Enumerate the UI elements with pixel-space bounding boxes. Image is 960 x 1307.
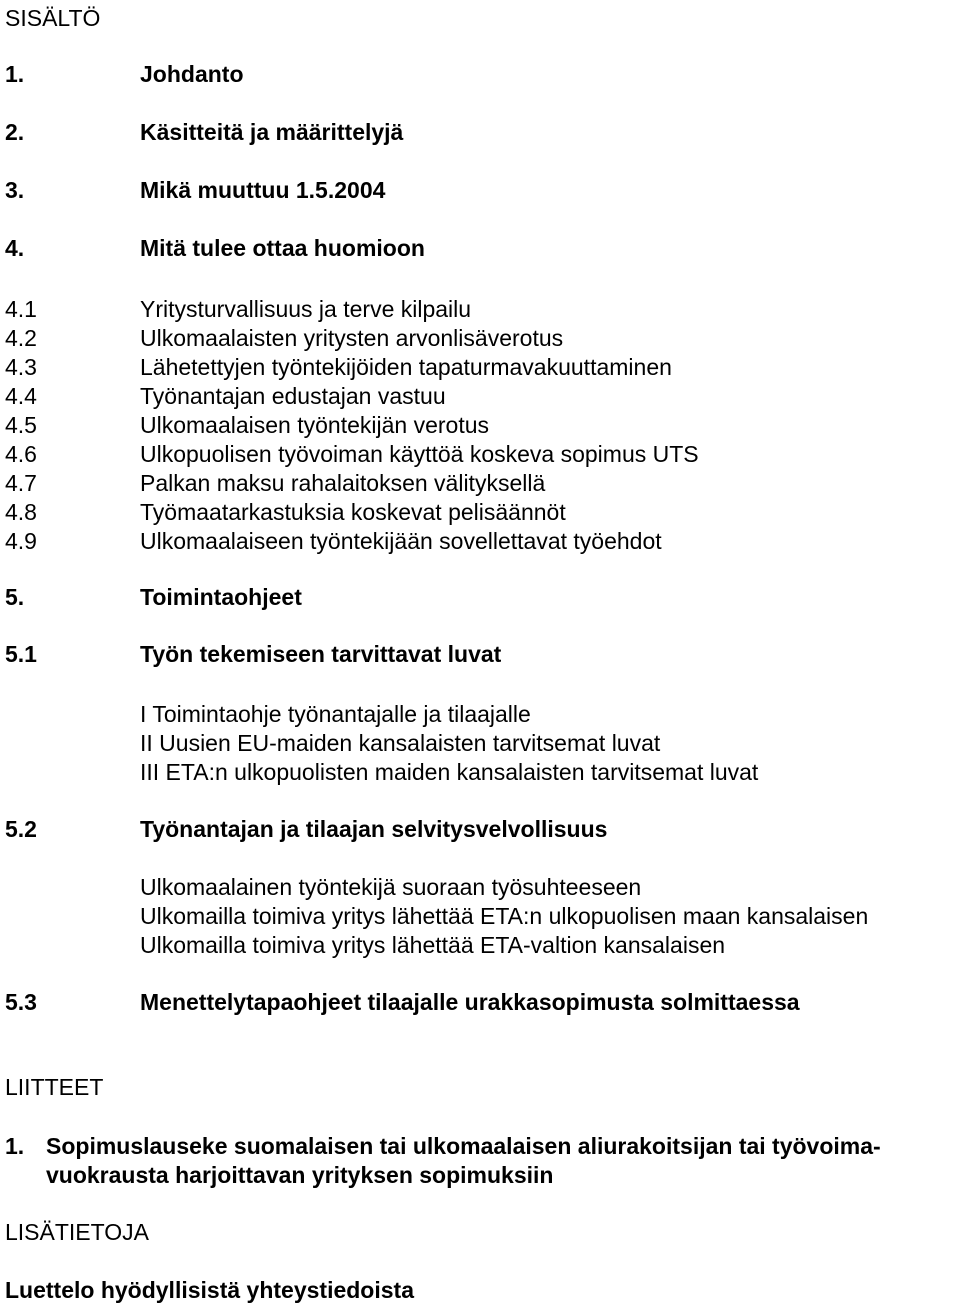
toc-item-number: 4.4 bbox=[5, 383, 37, 409]
toc-subentry[interactable]: II Uusien EU-maiden kansalaisten tarvitsemat luvat bbox=[140, 730, 661, 756]
toc-subentry[interactable]: Ulkomaalainen työntekijä suoraan työsuhteeseen bbox=[140, 874, 642, 900]
toc-item-label: Palkan maksu rahalaitoksen välityksellä bbox=[140, 470, 546, 496]
toc-item-label: Työnantajan ja tilaajan selvitysvelvollisuus bbox=[140, 816, 608, 842]
toc-item-number: 4.3 bbox=[5, 354, 37, 380]
toc-item-number: 5. bbox=[5, 584, 25, 610]
appendix-item-line2[interactable]: vuokrausta harjoittavan yrityksen sopimuksiin bbox=[46, 1162, 554, 1188]
appendix-number: 1. bbox=[5, 1133, 25, 1159]
toc-item-label: Käsitteitä ja määrittelyjä bbox=[140, 119, 404, 145]
toc-item-label: Työmaatarkastuksia koskevat pelisäännöt bbox=[140, 499, 566, 525]
toc-item-label: Toimintaohjeet bbox=[140, 584, 302, 610]
toc-subentry[interactable]: Ulkomailla toimiva yritys lähettää ETA:n ulkopuolisen maan kansalaisen bbox=[140, 903, 869, 929]
toc-item-label: Työn tekemiseen tarvittavat luvat bbox=[140, 641, 502, 667]
toc-item-number: 3. bbox=[5, 177, 25, 203]
toc-item-label: Menettelytapaohjeet tilaajalle urakkasopimusta solmittaessa bbox=[140, 989, 800, 1015]
appendix-item-line1[interactable]: Sopimuslauseke suomalaisen tai ulkomaalaisen aliurakoitsijan tai työvoima- bbox=[46, 1133, 881, 1159]
extra-info-item[interactable]: Luettelo hyödyllisistä yhteystiedoista bbox=[5, 1277, 414, 1303]
toc-item-number: 2. bbox=[5, 119, 25, 145]
toc-item-number: 5.1 bbox=[5, 641, 37, 667]
toc-item-number: 4.2 bbox=[5, 325, 37, 351]
toc-item-number: 5.3 bbox=[5, 989, 37, 1015]
toc-item-label: Mitä tulee ottaa huomioon bbox=[140, 235, 425, 261]
toc-item-number: 4.6 bbox=[5, 441, 37, 467]
toc-item-label: Lähetettyjen työntekijöiden tapaturmavakuuttaminen bbox=[140, 354, 672, 380]
toc-heading: SISÄLTÖ bbox=[5, 5, 101, 31]
toc-subentry[interactable]: I Toimintaohje työnantajalle ja tilaajalle bbox=[140, 701, 531, 727]
toc-item-number: 4.8 bbox=[5, 499, 37, 525]
toc-subentry[interactable]: Ulkomailla toimiva yritys lähettää ETA-valtion kansalaisen bbox=[140, 932, 726, 958]
toc-item-label: Johdanto bbox=[140, 61, 244, 87]
toc-item-number: 4.7 bbox=[5, 470, 37, 496]
toc-item-number: 4.9 bbox=[5, 528, 37, 554]
toc-item-label: Mikä muuttuu 1.5.2004 bbox=[140, 177, 386, 203]
toc-item-label: Työnantajan edustajan vastuu bbox=[140, 383, 446, 409]
toc-item-number: 4.1 bbox=[5, 296, 37, 322]
extra-info-heading: LISÄTIETOJA bbox=[5, 1219, 150, 1245]
toc-item-label: Ulkomaalaisten yritysten arvonlisäverotus bbox=[140, 325, 564, 351]
toc-item-number: 4.5 bbox=[5, 412, 37, 438]
toc-item-label: Ulkopuolisen työvoiman käyttöä koskeva sopimus UTS bbox=[140, 441, 699, 467]
toc-item-number: 1. bbox=[5, 61, 25, 87]
toc-item-label: Ulkomaalaisen työntekijän verotus bbox=[140, 412, 490, 438]
toc-item-number: 4. bbox=[5, 235, 25, 261]
appendices-heading: LIITTEET bbox=[5, 1074, 104, 1100]
toc-subentry[interactable]: III ETA:n ulkopuolisten maiden kansalaisten tarvitsemat luvat bbox=[140, 759, 759, 785]
toc-item-label: Ulkomaalaiseen työntekijään sovellettavat työehdot bbox=[140, 528, 662, 554]
toc-item-label: Yritysturvallisuus ja terve kilpailu bbox=[140, 296, 472, 322]
toc-item-number: 5.2 bbox=[5, 816, 37, 842]
